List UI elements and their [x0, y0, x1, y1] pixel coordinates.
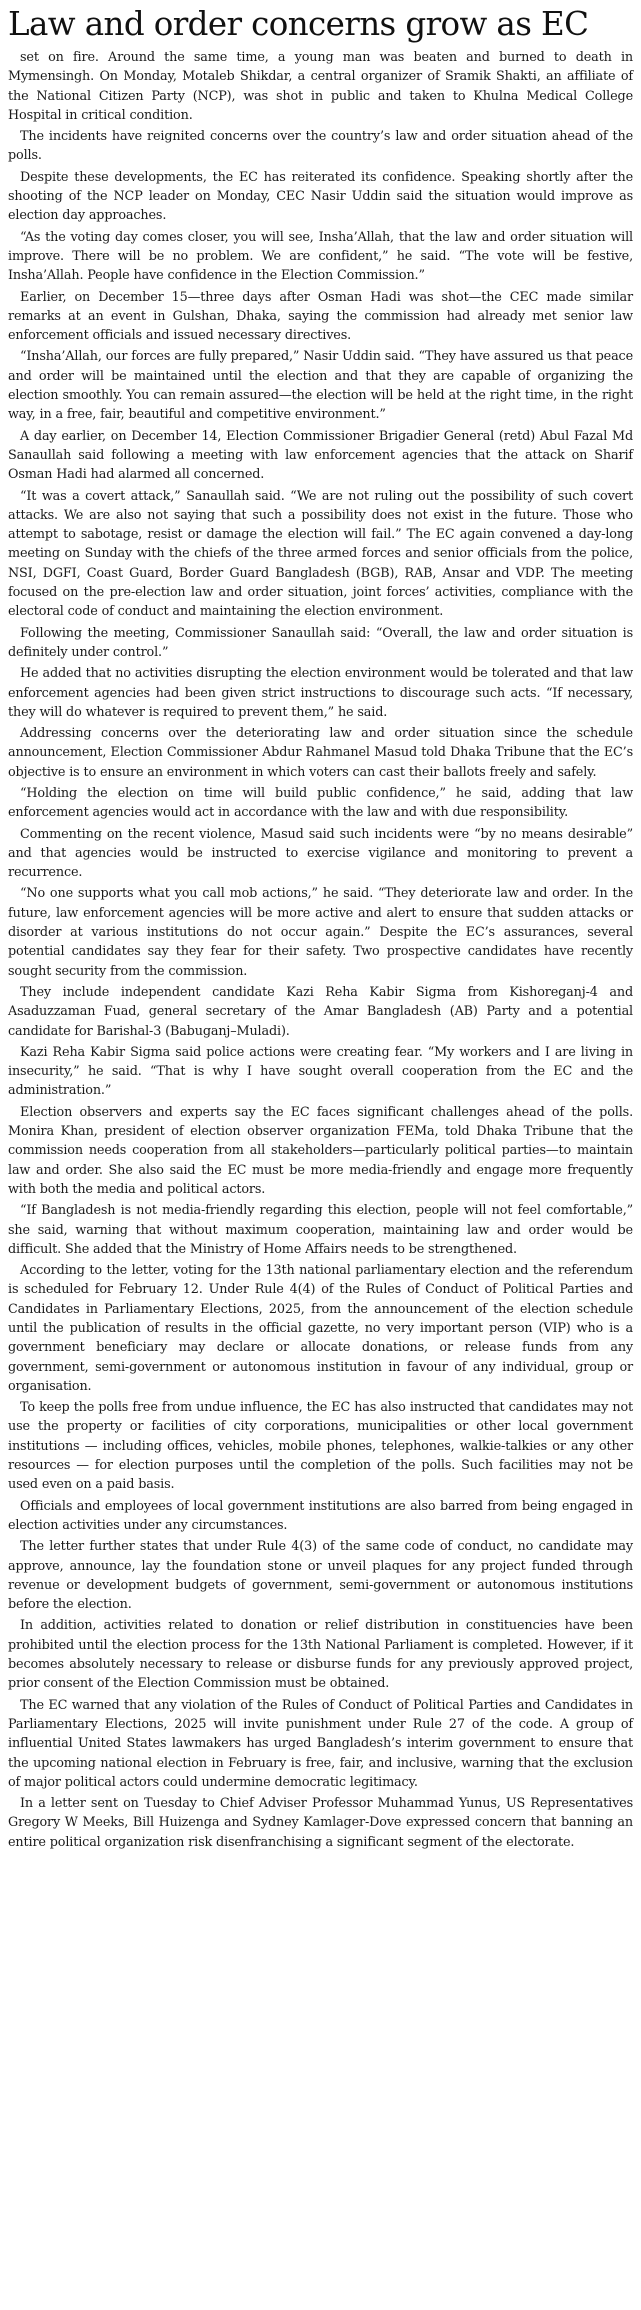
article-paragraph: Addressing concerns over the deteriorating law and order situation since the schedule announcement, Election Commissioner Abdur Rahmanel Masud told Dhaka Tribune that the EC’s objective is to ensure an environment in which voters can cast their ballots freely and safely. [8, 726, 633, 780]
article-paragraph: “It was a covert attack,” Sanaullah said. “We are not ruling out the possibility of such covert attacks. We are also not saying that such a possibility does not exist in the future. Those who attempt to sabotage, resist or damage the election will fail.” The EC again convened a day-long meeting on Sunday with the chiefs of the three armed forces and senior officials from the police, NSI, DGFI, Coast Guard, Border Guard Bangladesh (BGB), RAB, Ansar and VDP. The meeting focused on the pre-election law and order situation, joint forces’ activities, compliance with the electoral code of conduct and maintaining the election environment. [8, 488, 633, 620]
article-paragraph: Earlier, on December 15—three days after Osman Hadi was shot—the CEC made similar remarks at an event in Gulshan, Dhaka, saying the commission had already met senior law enforcement officials and issued necessary directives. [8, 289, 633, 344]
article-paragraph: “Insha’Allah, our forces are fully prepared,” Nasir Uddin said. “They have assured us that peace and order will be maintained until the election and that they are capable of organizing the election smoothly. You can remain assured—the election will be held at the right time, in the right way, in a free, fair, beautiful and competitive environment.” [8, 349, 633, 423]
article-paragraph: “As the voting day comes closer, you will see, Insha’Allah, that the law and order situation will improve. There will be no problem. We are confident,” he said. “The vote will be festive, Insha’Allah. People have confidence in the Election Commission.” [8, 229, 633, 284]
article-paragraph: “Holding the election on time will build public confidence,” he said, adding that law enforcement agencies would act in accordance with the law and with due responsibility. [8, 785, 633, 821]
article-body [8, 48, 633, 1852]
article-paragraph: In addition, activities related to donation or relief distribution in constituencies have been prohibited until the election process for the 13th National Parliament is completed. However, if it becomes absolutely necessary to release or disburse funds for any previously approved project, prior consent of the Election Commission must be obtained. [8, 1618, 633, 1692]
article-paragraph: According to the letter, voting for the 13th national parliamentary election and the referendum is scheduled for February 12. Under Rule 4(4) of the Rules of Conduct of Political Parties and Candidates in Parliamentary Elections, 2025, from the announcement of the election schedule until the publication of results in the official gazette, no very important person (VIP) who is a government beneficiary may declare or allocate donations, or release funds from any government, semi-government or autonomous institution in favour of any individual, group or organisation. [8, 1263, 633, 1394]
article-paragraph: The letter further states that under Rule 4(3) of the same code of conduct, no candidate may approve, announce, lay the foundation stone or unveil plaques for any project funded through revenue or development budgets of government, semi-government or autonomous institutions before the election. [8, 1539, 633, 1613]
article-paragraph: Following the meeting, Commissioner Sanaullah said: “Overall, the law and order situation is definitely under control.” [8, 625, 633, 660]
article-paragraph: set on fire. Around the same time, a young man was beaten and burned to death in Mymensingh. On Monday, Motaleb Shikdar, a central organizer of Sramik Shakti, an affiliate of the National Citizen Party (NCP), was shot in public and taken to Khulna Medical College Hospital in critical condition. [8, 50, 633, 123]
article-paragraph: Kazi Reha Kabir Sigma said police actions were creating fear. “My workers and I are living in insecurity,” he said. “That is why I have sought overall cooperation from the EC and the administration.” [8, 1044, 633, 1099]
article-paragraph: A day earlier, on December 14, Election Commissioner Brigadier General (retd) Abul Fazal Md Sanaullah said following a meeting with law enforcement agencies that the attack on Sharif Osman Hadi had alarmed all concerned. [8, 428, 633, 483]
article-paragraph: He added that no activities disrupting the election environment would be tolerated and that law enforcement agencies had been given strict instructions to discourage such acts. “If necessary, they will do whatever is required to prevent them,” he said. [8, 666, 633, 720]
article-paragraph: Commenting on the recent violence, Masud said such incidents were “by no means desirable” and that agencies would be instructed to exercise vigilance and monitoring to prevent a recurrence. [8, 826, 633, 881]
article-paragraph: In a letter sent on Tuesday to Chief Adviser Professor Muhammad Yunus, US Representatives Gregory W Meeks, Bill Huizenga and Sydney Kamlager-Dove expressed concern that banning an entire political organization risk disenfranchising a significant segment of the electorate. [8, 1796, 633, 1850]
article-paragraph: “If Bangladesh is not media-friendly regarding this election, people will not feel comfortable,” she said, warning that without maximum cooperation, maintaining law and order would be difficult. She added that the Ministry of Home Affairs needs to be strengthened. [8, 1203, 633, 1257]
article-paragraph: “No one supports what you call mob actions,” he said. “They deteriorate law and order. In the future, law enforcement agencies will be more active and alert to ensure that sudden attacks or disorder at various institutions do not occur again.” Despite the EC’s assurances, several potential candidates say they fear for their safety. Two prospective candidates have recently sought security from the commission. [8, 886, 633, 979]
article-paragraph: Election observers and experts say the EC faces significant challenges ahead of the polls. Monira Khan, president of election observer organization FEMa, told Dhaka Tribune that the commission needs cooperation from all stakeholders—particularly political parties—to maintain law and order. She also said the EC must be more media-friendly and engage more frequently with both the media and political actors. [8, 1104, 633, 1197]
article-paragraph: The incidents have reignited concerns over the country’s law and order situation ahead of the polls. [8, 129, 633, 164]
article-headline: Law and order concerns grow as EC [8, 5, 589, 43]
article-paragraph: They include independent candidate Kazi Reha Kabir Sigma from Kishoreganj-4 and Asaduzzaman Fuad, general secretary of the Amar Bangladesh (AB) Party and a potential candidate for Barishal-3 (Babuganj–Muladi). [8, 984, 633, 1039]
article-paragraph: Officials and employees of local government institutions are also barred from being engaged in election activities under any circumstances. [8, 1498, 633, 1533]
article-paragraph: To keep the polls free from undue influence, the EC has also instructed that candidates may not use the property or facilities of city corporations, municipalities or other local government institutions — including offices, vehicles, mobile phones, telephones, walkie-talkies or any other resources — for election purposes until the completion of the polls. Such facilities may not be used even on a paid basis. [8, 1400, 633, 1493]
article-paragraph: Despite these developments, the EC has reiterated its confidence. Speaking shortly after the shooting of the NCP leader on Monday, CEC Nasir Uddin said the situation would improve as election day approaches. [8, 169, 633, 224]
article-paragraph: The EC warned that any violation of the Rules of Conduct of Political Parties and Candidates in Parliamentary Elections, 2025 will invite punishment under Rule 27 of the code. A group of influential United States lawmakers has urged Bangladesh’s interim government to ensure that the upcoming national election in February is free, fair, and inclusive, warning that the exclusion of major political actors could undermine democratic legitimacy. [8, 1697, 633, 1790]
